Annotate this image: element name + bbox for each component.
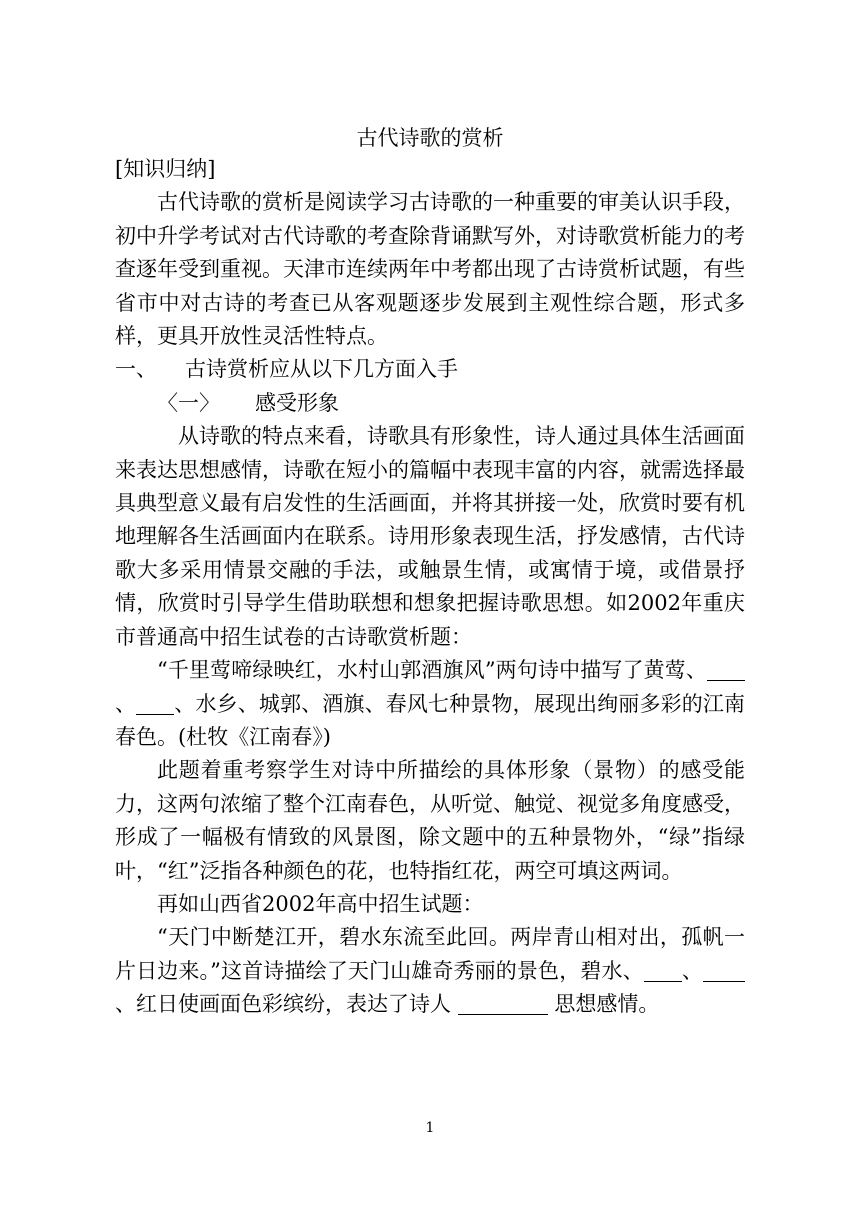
heading-1-number: 一、 [115, 357, 157, 382]
answer-blank-3[interactable] [644, 959, 682, 982]
question-1-text-a: “千里莺啼绿映红，水村山郭酒旗风”两句诗中描写了黄莺、 [157, 658, 707, 683]
subheading-1 [115, 387, 745, 420]
heading-1 [115, 353, 745, 386]
intro-paragraph: 古代诗歌的赏析是阅读学习古诗歌的一种重要的审美认识手段，初中升学考试对古代诗歌的考查除背诵默写外，对诗歌赏析能力的考查逐年受到重视。天津市连续两年中考都出现了古诗赏析试题，有些省市中对古诗的考查已从客观题逐步发展到主观性综合题，形式多样，更具开放性灵活性特点。 [115, 190, 745, 349]
heading-1-text: 古诗赏析应从以下几方面入手 [185, 357, 458, 382]
question-1-text-c: 、水乡、城郭、酒旗、春风七种景物，展现出绚丽多彩的江南春色。(杜牧《江南春》) [115, 691, 746, 749]
document-body [115, 153, 745, 1022]
page-number: 1 [425, 1120, 435, 1136]
question-1-text-b: 、 [115, 691, 137, 716]
question-2-text-c: 、红日使画面色彩缤纷，表达了诗人 [115, 992, 458, 1017]
question-2-text-a: “天门中断楚江开，碧水东流至此回。两岸青山相对出，孤帆一片日边来。”这首诗描绘了天门山雄奇秀丽的景色，碧水、 [115, 925, 745, 983]
section-label: [知识归纳] [115, 157, 216, 181]
analysis-paragraph: 此题着重考察学生对诗中所描绘的具体形象（景物）的感受能力，这两句浓缩了整个江南春色，从听觉、触觉、视觉多角度感受，形成了一幅极有情致的风景图，除文题中的五种景物外，“绿”指绿叶，“红”泛指各种颜色的花，也特指红花，两空可填这两词。 [115, 758, 745, 883]
image-paragraph: 从诗歌的特点来看，诗歌具有形象性，诗人通过具体生活画面来表达思想感情，诗歌在短小的篇幅中表现丰富的内容，就需选择最具典型意义最有启发性的生活画面，并将其拼接一处，欣赏时要有机地理解各生活画面内在联系。诗用形象表现生活，抒发感情，古代诗歌大多采用情景交融的手法，或触景生情，或寓情于境，或借景抒情，欣赏时引导学生借助联想和想象把握诗歌思想。如2002年重庆市普通高中招生试卷的古诗歌赏析题： [115, 424, 745, 649]
question-1 [115, 654, 745, 754]
question-2-text-b: 、 [681, 958, 704, 983]
subheading-1-text: 感受形象 [255, 390, 339, 415]
subheading-1-number: 〈一〉 [157, 390, 220, 415]
answer-blank-4[interactable] [703, 959, 745, 982]
document-title: 古代诗歌的赏析 [356, 126, 504, 150]
question-2 [115, 921, 745, 1021]
example-2-intro: 再如山西省2002年高中招生试题： [157, 891, 484, 916]
question-2-text-d: 思想感情。 [547, 992, 660, 1017]
answer-blank-5[interactable] [458, 992, 548, 1015]
answer-blank-1[interactable] [707, 658, 745, 681]
answer-blank-2[interactable] [136, 692, 174, 715]
